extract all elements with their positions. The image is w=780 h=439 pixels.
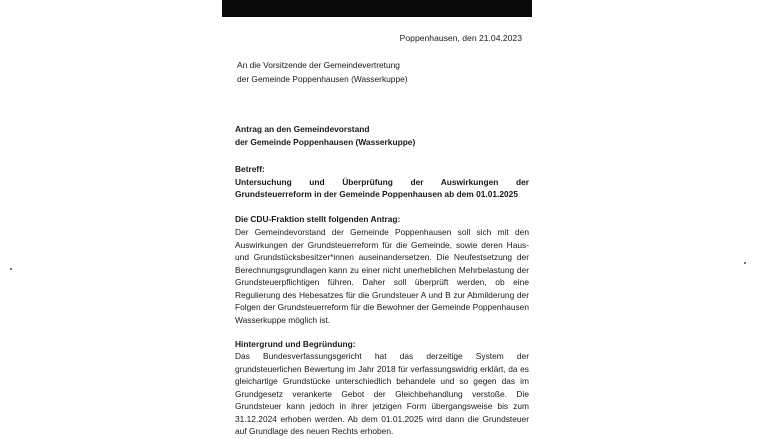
motion-heading: Die CDU-Fraktion stellt folgenden Antrag: bbox=[235, 214, 401, 224]
subject-text: Untersuchung und Überprüfung der Auswirkungen der Grundsteuerreform in der Gemeinde Poppenhausen ab dem 01.01.2025 bbox=[235, 176, 529, 199]
subject-block bbox=[235, 163, 529, 201]
antrag-heading bbox=[235, 123, 529, 148]
antrag-line-1: Antrag an den Gemeindevorstand bbox=[235, 124, 370, 134]
antrag-line-2: der Gemeinde Poppenhausen (Wasserkuppe) bbox=[235, 136, 416, 147]
background-heading: Hintergrund und Begründung: bbox=[235, 339, 356, 349]
letterhead-band bbox=[222, 0, 532, 17]
recipient-line-2: der Gemeinde Poppenhausen (Wasserkuppe) bbox=[237, 74, 408, 84]
subject-label: Betreff: bbox=[235, 164, 265, 174]
recipient-line-1: An die Vorsitzende der Gemeindevertretung bbox=[237, 60, 400, 70]
recipient-address bbox=[237, 58, 408, 86]
motion-body: Der Gemeindevorstand der Gemeinde Poppenhausen soll sich mit den Auswirkungen der Grundsteuerreform für die Gemeinde, sowie deren Haus- und Grundstücksbesitzer*innen auseinandersetzen. Die Neufestsetzung der Berechnungsgrundlagen kann zu einer nicht unerheblichen Mehrbelastung der Grundsteuerpflichtigen führen. Daher soll überprüft werden, ob eine Regulierung des Hebesatzes für die Grundsteuer A und B zur Abmilderung der Folgen der Grundsteuerreform für die Bewohner der Gemeinde Poppenhausen Wasserkuppe möglich ist. bbox=[235, 227, 529, 325]
scan-speck bbox=[10, 268, 12, 270]
scan-speck bbox=[744, 262, 746, 264]
background-body: Das Bundesverfassungsgericht hat das derzeitige System der grundsteuerlichen Bewertung im Jahr 2018 für verfassungswidrig erklärt, da es gleichartige Grundstücke unterschiedlich behandele und so gegen das im Grundgesetz verankerte Gebot der Gleichbehandlung verstoße. Die Grundsteuer kann jedoch in ihrer jetzigen Form übergangsweise bis zum 31.12.2024 erhoben werden. Ab dem 01.01.2025 wird dann die Grundsteuer auf Grundlage des neuen Rechts erhoben. bbox=[235, 351, 529, 436]
place-date: Poppenhausen, den 21.04.2023 bbox=[399, 33, 522, 43]
